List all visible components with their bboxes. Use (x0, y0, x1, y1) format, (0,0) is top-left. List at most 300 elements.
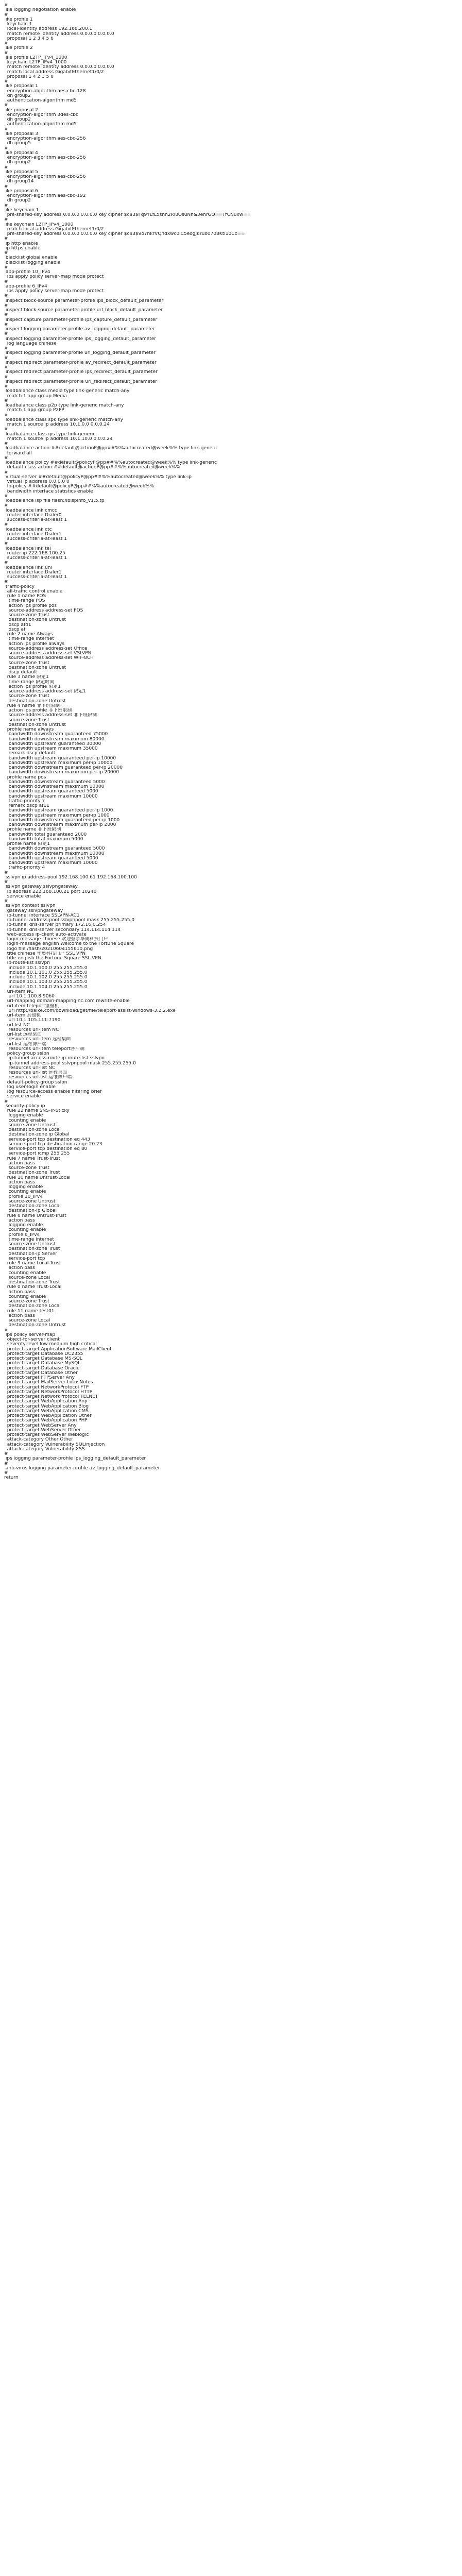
code-line: ike proposal 1 (4, 84, 38, 89)
code-line: destination-zone Untrust (4, 722, 66, 727)
code-line: remark dscp default (4, 751, 56, 756)
code-line: url 10.1.105.111:7190 (4, 1018, 61, 1023)
code-line: source-zone Local (4, 1275, 50, 1280)
code-line: # (4, 346, 8, 351)
code-line: bandwidth upstream guaranteed 5000 (4, 856, 98, 861)
code-line: bandwidth interface statistics enable (4, 489, 93, 494)
code-line: destination-zone Local (4, 1204, 61, 1209)
code-line: match remote identity address 0.0.0.0 0.0.0.0 (4, 65, 114, 70)
code-line: protect-target Database Other (4, 1370, 78, 1376)
code-line: bandwidth downstream guaranteed per-ip 20000 (4, 766, 123, 770)
code-line: resources url-item 远程桌面 (4, 1037, 71, 1042)
code-line: ike proposal 2 (4, 108, 38, 113)
code-line: keychain L2TP_IPv4_1000 (4, 60, 67, 65)
code-line: rule 9 name Local-Trust (4, 1261, 61, 1266)
code-line: time-range Internet (4, 1237, 54, 1242)
code-line: # (4, 870, 8, 875)
code-line: ike keychain L2TP_IPv4_1000 (4, 222, 74, 227)
code-line: # (4, 899, 8, 904)
code-line: destination-ip Global (4, 1209, 57, 1214)
code-line: rule 3 name 限定1 (4, 675, 49, 680)
code-line: ike proposal 6 (4, 189, 38, 194)
code-line: success-criteria-at-least 1 (4, 537, 67, 541)
code-line: pre-shared-key address 0.0.0.0 0.0.0.0 key cipher $c$3$9o7hkrVQndxwc0iC5eogjkYuo0708KtI10Cc== (4, 232, 245, 236)
code-line: resources url-list NC (4, 1065, 56, 1071)
code-line: # (4, 1452, 8, 1456)
code-line: # (4, 41, 8, 46)
code-line: source-address address-set WIF-8CH (4, 656, 94, 661)
code-line: include 10.1.102.0 255.255.255.0 (4, 975, 88, 980)
code-line: pre-shared-key address 0.0.0.0 0.0.0.0 key cipher $c$3$Fq9YLfL5shh2Rl8OsuNh&3ehrGQ==/YCNuxw== (4, 213, 251, 217)
code-line: # (4, 294, 8, 299)
code-line: logging enable (4, 1185, 43, 1190)
code-line: ip-route-list sslvpn (4, 961, 50, 966)
code-line: match 1 source ip address 10.1.10.0 0.0.0.24 (4, 436, 113, 442)
code-line: app-profile 6_IPv4 (4, 284, 47, 289)
code-line: proposal 1 2 3 4 5 6 (4, 36, 54, 41)
code-line: object-for-server client (4, 1337, 60, 1342)
code-line: encryption-algorithm aes-cbc-256 (4, 156, 86, 160)
code-line: loadbalance link tel (4, 546, 51, 551)
code-line: forward all (4, 451, 32, 456)
code-line: traffic-priority 7 (4, 799, 45, 804)
code-line: log resource-access enable filtering brief (4, 1090, 102, 1094)
code-line: success-criteria-at-least 1 (4, 518, 67, 522)
code-line: resources url-item NC (4, 1027, 59, 1032)
code-line: # (4, 561, 8, 566)
code-line: remark dscp af11 (4, 804, 49, 808)
code-line: include 10.1.103.0 255.255.255.0 (4, 980, 88, 985)
code-line: # (4, 503, 8, 509)
code-line: logging enable (4, 1113, 43, 1118)
code-line: ips apply policy server-map mode protect (4, 289, 104, 294)
code-line: include 10.1.101.0 255.255.255.0 (4, 970, 88, 975)
code-line: ip-tunnel dns-server secondary 114.114.114.114 (4, 927, 121, 933)
code-line: loadbalance class p2p type link-generic match-any (4, 403, 124, 408)
code-line: action pass (4, 1266, 35, 1271)
code-line: ip address 222.168.100.21 port 10240 (4, 889, 97, 894)
code-line: # (4, 203, 8, 208)
code-line: source-zone Untrust (4, 1242, 56, 1247)
code-line: attack-category Vulnerability XSS (4, 1447, 85, 1452)
code-line: bandwidth upstream guaranteed 5000 (4, 789, 98, 794)
code-line: source-zone Trust (4, 660, 49, 666)
code-line: attack-category Vulnerability SQLInjection (4, 1442, 105, 1447)
code-line: log language chinese (4, 341, 57, 346)
code-line: # (4, 541, 8, 547)
code-line: service-port tcp destination eq 443 (4, 1137, 91, 1142)
code-line: # (4, 184, 8, 189)
code-line: # (4, 313, 8, 318)
code-line: source-zone Untrust (4, 1199, 56, 1204)
code-line: protect-target NetworkProtocol TELNET (4, 1395, 98, 1399)
code-line: destination-zone Local (4, 1304, 61, 1309)
code-line: # (4, 12, 8, 18)
code-line: router interface Dialer1 (4, 570, 62, 575)
code-line: profile 6_IPv4 (4, 1232, 40, 1238)
code-line: inspect block-source parameter-profile url_block_default_parameter (4, 308, 163, 313)
code-line: default class action ##default@actionP@pp##%%autocreated@week%% (4, 465, 180, 470)
code-line: logo file /flash/20210604155610.png (4, 946, 93, 952)
code-line: bandwidth downstream maximum per-ip 2000 (4, 823, 116, 827)
code-line: ip-tunnel dns-server primary 172.16.0.254 (4, 923, 106, 928)
code-line: resources url-list 远程桌面 (4, 1071, 67, 1075)
code-line: bandwidth upstream maximum 10000 (4, 861, 98, 866)
code-line: loadbalance class spk type link-generic match-any (4, 417, 123, 422)
code-line: keychain 1 (4, 22, 32, 27)
code-line: sslvpn context sslvpn (4, 904, 56, 909)
code-line: bandwidth downstream maximum 10000 (4, 785, 105, 789)
code-line: destination-zone Local (4, 1128, 61, 1132)
code-line: loadbalance class media type link-generic match-any (4, 389, 130, 394)
code-line: ike keychain 1 (4, 208, 39, 213)
code-line: ike proposal 3 (4, 131, 38, 137)
code-line: match local address GigabitEthernet1/0/2 (4, 227, 104, 232)
code-line: action ips profile always (4, 641, 65, 647)
code-line: protect-target WebApplication PHP (4, 1418, 88, 1423)
code-line: # (4, 146, 8, 151)
code-line: # (4, 1099, 8, 1104)
code-line: ip-tunnel access-route ip-route-list sslvpn (4, 1056, 105, 1061)
code-line: title english the Fortune Square SSL VPN (4, 956, 101, 961)
code-line: attack-category Other Other (4, 1437, 73, 1443)
code-line: protect-target ApplicationSoftware MailClient (4, 1347, 112, 1352)
code-line: protect-target WebServer Any (4, 1423, 77, 1428)
code-line: protect-target Database MS-SQL (4, 1357, 82, 1361)
code-line: destination-zone Untrust (4, 618, 66, 623)
code-line: ip http enable (4, 241, 38, 246)
code-line: rule 11 name test01 (4, 1309, 55, 1314)
code-line: # (4, 127, 8, 132)
code-line: ike profile 1 (4, 17, 33, 22)
code-line: destination-zone Trust (4, 1171, 60, 1176)
code-line: ips policy server-map (4, 1332, 56, 1337)
code-line: ike proposal 4 (4, 150, 38, 156)
code-line: time-range Internet (4, 637, 54, 642)
code-line: ike logging negotiation enable (4, 8, 76, 13)
code-line: ike proposal 5 (4, 170, 38, 175)
code-line: ike profile 2 (4, 46, 33, 51)
code-line: ip https enable (4, 246, 41, 251)
code-line: match remote identity address 0.0.0.0 0.0.0.0 (4, 31, 114, 37)
code-line: url http://baike.com/download/get/file/teleport-assist-windows-3.2.2.exe (4, 1008, 176, 1013)
code-line: title chinese 华奥科技门户 SSL VPN (4, 951, 86, 956)
code-line: success-criteria-at-least 1 (4, 575, 67, 580)
code-line: virtual-server ##default@policyP@pp##%%autocreated@week%% type link-ip (4, 474, 192, 480)
code-line: loadbalance link ctc (4, 527, 52, 532)
code-line: rule 7 name Trust-Trust (4, 1156, 61, 1161)
code-line: profile name pos (4, 775, 46, 780)
code-line: # (4, 522, 8, 528)
code-line: profile 10_IPv4 (4, 1194, 43, 1199)
code-line: # (4, 103, 8, 108)
code-line: rule 2 name Always (4, 632, 53, 637)
code-line: protect-target WebApplication Blog (4, 1404, 89, 1409)
code-line: bandwidth upstream guaranteed per-ip 1000 (4, 808, 113, 814)
code-line: rule 0 name Trust-Local (4, 1285, 62, 1290)
code-line: protect-target WebApplication Other (4, 1414, 92, 1418)
code-line: bandwidth upstream maximum 10000 (4, 794, 98, 799)
code-line: source-zone Trust (4, 718, 49, 723)
code-line: dh group2 (4, 160, 31, 165)
code-line: # (4, 398, 8, 403)
code-line: encryption-algorithm aes-cbc-256 (4, 137, 86, 141)
code-line: # (4, 50, 8, 56)
code-line: source-zone Trust (4, 1299, 49, 1304)
code-line: bandwidth upstream guaranteed per-ip 10000 (4, 756, 116, 761)
code-line: counting enable (4, 1270, 46, 1276)
code-line: # (4, 217, 8, 223)
code-line: # (4, 413, 8, 418)
code-line: traffic-priority 4 (4, 866, 45, 871)
code-line: source-address address-set 限定1 (4, 689, 86, 694)
code-line: protect-target NetworkProtocol FTP (4, 1385, 89, 1390)
code-line: # (4, 279, 8, 284)
code-line: protect-target FTPServer Any (4, 1376, 75, 1380)
code-line: action ips profile pos (4, 603, 57, 608)
code-line: rule 4 name 非下班限制 (4, 703, 60, 708)
code-line: protect-target Database Oracle (4, 1366, 80, 1371)
code-line: # (4, 1328, 8, 1333)
code-line: source-address address-set POS (4, 608, 83, 613)
code-line: # (4, 470, 8, 475)
code-line: bandwidth upstream maximum per-ip 10000 (4, 760, 113, 766)
code-line: login-message chinese 欢迎登录华奥科技门户 (4, 937, 108, 942)
code-line: include 10.1.100.0 255.255.255.0 (4, 965, 88, 971)
code-line: # (4, 236, 8, 242)
code-line: source-address address-set Office (4, 646, 88, 651)
code-line: source-address address-set 非下班限制 (4, 713, 97, 718)
code-line: blacklist global enable (4, 256, 58, 261)
code-line: time-range POS (4, 599, 45, 604)
code-line: protect-target Database MySQL (4, 1361, 81, 1366)
code-line: # (4, 322, 8, 327)
code-line: # (4, 375, 8, 380)
code-line: destination-zone Trust (4, 1247, 60, 1252)
code-line: router interface Dialer1 (4, 532, 62, 537)
code-line: bandwidth downstream guaranteed 75000 (4, 732, 108, 737)
code-line: dh group2 (4, 117, 31, 122)
code-line: service-port icmp 255 255 (4, 1151, 70, 1157)
code-line: # (4, 165, 8, 170)
code-line: ike profile L2TP_IPv4_1000 (4, 55, 67, 60)
code-line: router ip 222.168.100.25 (4, 551, 65, 556)
code-line: match 1 source ip address 10.1.0.0 0.0.0.24 (4, 422, 110, 427)
code-line: router interface Dialer0 (4, 513, 62, 518)
code-line: protect-target WebServer Other (4, 1428, 81, 1433)
code-line: action pass (4, 1161, 35, 1166)
code-line: source-address address-set VSLVPN (4, 651, 92, 656)
code-line: url-mapping domain-mapping nc.com rewrite-enable (4, 999, 130, 1004)
code-line: rule 6 name Untrust-Trust (4, 1213, 66, 1218)
code-line: anti-virus logging parameter-profile av_logging_default_parameter (4, 1466, 160, 1471)
code-line: bandwidth total maximum 5000 (4, 837, 83, 842)
code-line: include 10.1.104.0 255.255.255.0 (4, 985, 88, 990)
code-line: source-zone Trust (4, 694, 49, 699)
code-line: action pass (4, 1290, 35, 1295)
code-line: loadbalance policy ##default@policyP@pp##%%autocreated@week%% type link-generic (4, 461, 217, 465)
code-line: encryption-algorithm aes-cbc-192 (4, 194, 86, 198)
code-line: counting enable (4, 1190, 46, 1195)
code-line: match 1 app-group P2PP (4, 408, 64, 413)
code-line: all-traffic control enable (4, 589, 63, 594)
code-line: severity-level low medium high critical (4, 1342, 97, 1347)
code-line: action pass (4, 1180, 35, 1185)
code-line: # (4, 265, 8, 270)
code-line: match local address GigabitEthernet1/0/2 (4, 70, 104, 75)
code-line: ips logging parameter-profile ips_logging_default_parameter (4, 1456, 146, 1462)
code-line: destination-zone Untrust (4, 1323, 66, 1328)
code-line: local-identity address 192.168.200.1 (4, 27, 93, 32)
code-line: traffic-policy (4, 584, 35, 589)
code-line: url-item NC (4, 989, 34, 994)
code-line: source-zone Untrust (4, 1123, 56, 1128)
code-line: service enable (4, 894, 41, 899)
code-line: dscp default (4, 670, 38, 675)
code-line: # (4, 494, 8, 499)
code-line: inspect logging parameter-profile ips_logging_default_parameter (4, 336, 156, 342)
code-line: ip-tunnel interface SSLVPN-AC1 (4, 913, 80, 918)
code-line: sslvpn ip address-pool 192.168.100.61 192.168.100.100 (4, 875, 137, 880)
code-line: # (4, 1471, 8, 1476)
code-line: url-item 其他机 (4, 1013, 41, 1018)
code-line: bandwidth upstream maximum per-ip 1000 (4, 813, 110, 818)
code-line: inspect redirect parameter-profile ips_redirect_default_parameter (4, 370, 158, 375)
code-line: # (4, 455, 8, 461)
code-line: ip-tunnel address-pool sslvpnpool mask 255.255.255.0 (4, 1061, 136, 1066)
code-line: protect-target WebApplication CMS (4, 1409, 89, 1414)
code-line: lb-policy ##default@policyP@pp##%%autocreated@week%% (4, 484, 155, 489)
code-line: bandwidth upstream guaranteed 30000 (4, 741, 101, 747)
code-line: # (4, 332, 8, 337)
code-line: inspect logging parameter-profile av_logging_default_parameter (4, 327, 155, 332)
code-line: destination-zone Trust (4, 1280, 60, 1285)
code-line: authentication-algorithm md5 (4, 122, 77, 127)
code-line: destination-zone Untrust (4, 665, 66, 670)
code-line: loadbalance link cmcc (4, 508, 57, 513)
code-line: # (4, 442, 8, 446)
code-line: match 1 app-group Media (4, 394, 67, 399)
code-line: inspect block-source parameter-profile ips_block_default_parameter (4, 298, 164, 303)
code-line: inspect redirect parameter-profile url_redirect_default_parameter (4, 379, 157, 384)
code-line: dh group14 (4, 179, 34, 184)
code-line: # (4, 580, 8, 585)
code-line: login-message english Welcome to the Fortune Square (4, 942, 134, 947)
code-line: source-zone Trust (4, 613, 49, 618)
code-line: protect-target MailServer LotusNotes (4, 1380, 93, 1385)
code-line: loadbalance link uni (4, 565, 53, 570)
code-line: proposal 1 4 2 3 5 6 (4, 74, 54, 79)
code-line: profile name 限定1 (4, 842, 50, 846)
code-line: action pass (4, 1218, 35, 1223)
code-line: log user-login enable (4, 1084, 56, 1090)
code-line: # (4, 79, 8, 84)
code-line: bandwidth downstream guaranteed 5000 (4, 779, 105, 785)
code-line: service-port tcp (4, 1256, 45, 1261)
code-line: # (4, 251, 8, 256)
code-line: counting enable (4, 1118, 46, 1123)
code-line: destination-zone Untrust (4, 699, 66, 704)
code-line: policy-group sslpn (4, 1052, 49, 1056)
code-line: destination-ip Server (4, 1251, 57, 1257)
code-line: dh group2 (4, 93, 31, 98)
code-line: bandwidth total guaranteed 2000 (4, 832, 87, 837)
code-line: bandwidth downstream guaranteed 5000 (4, 846, 105, 852)
code-line: default-policy-group sslpn (4, 1080, 67, 1085)
code-line: time-range 限定时间 (4, 680, 55, 685)
code-line: service-port tcp destination eq 80 (4, 1147, 88, 1151)
code-line: action pass (4, 1313, 35, 1318)
code-line: protect-target Database DC2355 (4, 1351, 83, 1357)
code-line: sslvpn gateway sslvpngateway (4, 885, 78, 890)
code-line: gateway sslvpngateway (4, 908, 63, 913)
code-line: ips apply policy server-map mode protect (4, 275, 104, 280)
code-line: bandwidth downstream guaranteed per-ip 1000 (4, 818, 120, 823)
code-line: counting enable (4, 1228, 46, 1233)
code-line: source-zone Local (4, 1318, 50, 1323)
code-line: source-zone Trust (4, 1166, 49, 1171)
code-line: rule 1 name POS (4, 594, 46, 599)
code-line: url-list 运维博户端 (4, 1042, 46, 1047)
code-line: url 10.1.100.8:9060 (4, 994, 55, 999)
code-line: loadbalance action ##default@actionP@pp##%%autocreated@week%% type link-generic (4, 446, 218, 451)
code-line: # (4, 880, 8, 885)
code-line: action ips profile 非下班限制 (4, 708, 72, 713)
code-line: destination-zone ip Global (4, 1132, 70, 1138)
code-line: counting enable (4, 1294, 46, 1299)
code-line: bandwidth downstream maximum 10000 (4, 851, 105, 856)
code-line: bandwidth downstream maximum 80000 (4, 737, 105, 742)
code-line: success-criteria-at-least 1 (4, 556, 67, 561)
code-line: encryption-algorithm aes-cbc-256 (4, 175, 86, 179)
code-line: # (4, 427, 8, 432)
code-line: app-profile 10_IPv4 (4, 270, 50, 275)
code-line: action ips profile 限定1 (4, 684, 61, 689)
code-line: encryption-algorithm 3des-cbc (4, 112, 78, 117)
code-line: dh group2 (4, 198, 31, 204)
code-line: resources url-list 运维博户端 (4, 1075, 72, 1080)
code-line: return (4, 1476, 19, 1481)
code-line: loadbalance isp file flash:/lbispinfo_v1.5.tp (4, 499, 105, 503)
code-line: dscp af (4, 627, 26, 632)
code-line: bandwidth downstream maximum per-ip 20000 (4, 770, 119, 775)
code-line: web-access ip-client auto-activate (4, 932, 87, 937)
code-line: authentication-algorithm md5 (4, 98, 77, 103)
code-line: # (4, 303, 8, 308)
code-line: url-list NC (4, 1023, 30, 1028)
code-line: service enable (4, 1094, 41, 1099)
code-line: # (4, 3, 8, 8)
code-line: encryption-algorithm aes-cbc-128 (4, 89, 86, 94)
code-line: inspect redirect parameter-profile av_redirect_default_parameter (4, 360, 157, 365)
code-line: bandwidth upstream maximum 35000 (4, 747, 98, 751)
code-line: ip-tunnel address-pool sslvpnpool mask 255.255.255.0 (4, 918, 135, 923)
code-line: # (4, 384, 8, 389)
code-line: # (4, 355, 8, 361)
code-line: url-list 远程桌面 (4, 1032, 42, 1037)
code-line: protect-target NetworkProtocol HTTP (4, 1389, 93, 1395)
code-line: protect-target WebServer Weblogic (4, 1433, 89, 1437)
code-line: # (4, 1461, 8, 1466)
code-line: profile name always (4, 727, 54, 732)
code-line: logging enable (4, 1223, 43, 1228)
code-line: rule 10 name Untrust-Local (4, 1175, 71, 1180)
code-line: virtual ip address 0.0.0.0 0 (4, 480, 70, 484)
code-line: blacklist logging enable (4, 260, 61, 265)
code-line: protect-target WebApplication Any (4, 1399, 88, 1404)
code-line: rule 22 name SNS-Tr-Sticky (4, 1109, 70, 1113)
code-line: security-policy ip (4, 1104, 45, 1109)
